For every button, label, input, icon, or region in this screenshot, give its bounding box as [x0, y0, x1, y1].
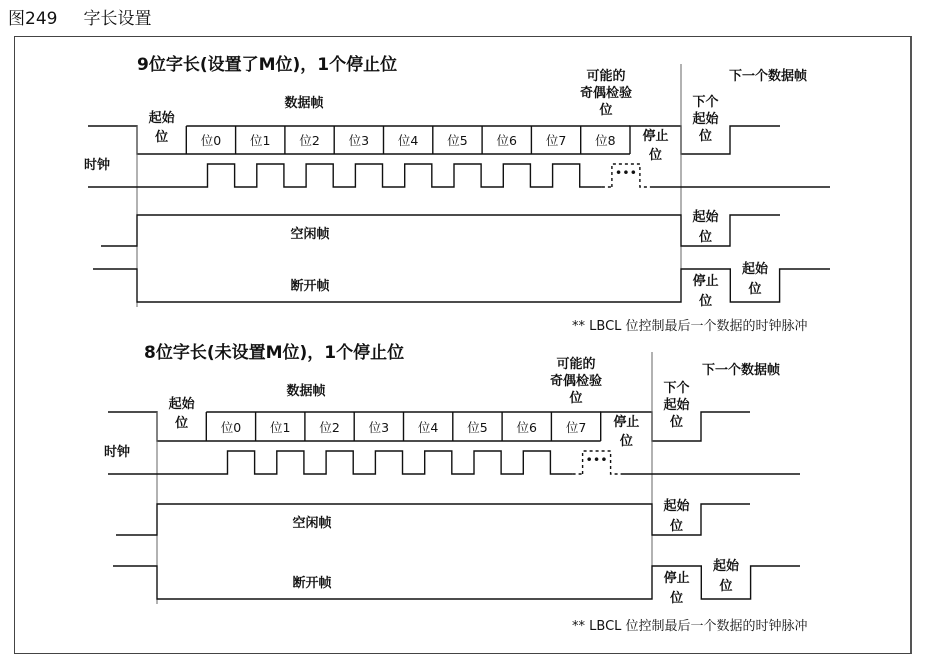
idle-frame-waveform	[116, 504, 750, 535]
break-frame-label: 断开帧	[290, 279, 330, 294]
next-start-label: 位	[698, 129, 713, 144]
data-frame-label: 数据帧	[284, 96, 324, 111]
parity-note: 可能的	[586, 69, 626, 84]
data-bit-label: 位3	[348, 133, 370, 148]
data-bit-label: 位0	[200, 133, 222, 148]
idle-start-label: 位	[698, 230, 713, 245]
data-bit-label: 位1	[250, 133, 271, 148]
next-start-label: 位	[669, 415, 684, 430]
next-start-label: 下个	[692, 95, 719, 110]
figure-number: 图249	[8, 9, 58, 29]
clock-waveform	[88, 164, 602, 187]
data-bit-label: 位4	[417, 420, 439, 435]
stop-bit-label: 停止	[613, 415, 640, 430]
idle-frame-label: 空闲帧	[292, 516, 332, 531]
data-bit-label: 位2	[319, 420, 340, 435]
data-bit-label: 位5	[447, 133, 468, 148]
lbcl-dots: •••	[614, 165, 637, 180]
next-start-label: 下个	[663, 381, 690, 396]
data-bit-label: 位3	[368, 420, 390, 435]
lbcl-dots: •••	[585, 452, 608, 467]
idle-start-label: 位	[669, 519, 684, 534]
data-bit-label: 位1	[270, 420, 291, 435]
idle-frame-waveform	[101, 215, 780, 246]
stop-bit-label: 位	[619, 434, 633, 449]
data-bit-label: 位2	[299, 133, 320, 148]
stop-bit-label: 停止	[642, 129, 669, 144]
diagram-8bit	[104, 342, 808, 634]
break-stop-label: 停止	[663, 571, 690, 586]
data-bit-label: 位5	[467, 420, 488, 435]
stop-bit-label: 位	[648, 148, 663, 163]
parity-bit-label: 位8	[595, 133, 616, 148]
data-bit-label: 位0	[220, 420, 242, 435]
lbcl-footnote: ** LBCL 位控制最后一个数据的时钟脉冲	[572, 319, 808, 334]
diagram-9bit	[84, 54, 830, 334]
break-start-label: 位	[719, 579, 733, 594]
data-bit-label: 位6	[496, 133, 517, 148]
break-start-label: 位	[748, 282, 762, 297]
diagram-title: 8位字长(未设置M位)，1个停止位	[144, 343, 405, 363]
break-frame-label: 断开帧	[292, 576, 332, 591]
data-bit-label: 位7	[545, 133, 567, 148]
lbcl-footnote: ** LBCL 位控制最后一个数据的时钟脉冲	[572, 619, 808, 634]
data-frame-label: 数据帧	[286, 384, 326, 399]
clock-label: 时钟	[104, 445, 131, 460]
break-stop-label: 位	[699, 294, 713, 309]
data-bit-label: 位6	[516, 420, 537, 435]
data-bit-label: 位4	[397, 133, 419, 148]
break-start-label: 起始	[741, 262, 768, 277]
data-bit-label: 位7	[565, 420, 587, 435]
next-start-label: 起始	[692, 112, 719, 127]
next-frame-label: 下一个数据帧	[701, 363, 781, 378]
start-bit-label: 起始	[148, 111, 175, 126]
parity-note: 可能的	[556, 357, 596, 372]
break-stop-label: 停止	[692, 274, 719, 289]
clock-label: 时钟	[84, 158, 111, 173]
diagram-title: 9位字长(设置了M位)，1个停止位	[137, 55, 398, 75]
break-frame-waveform	[113, 566, 800, 599]
break-start-label: 起始	[712, 559, 739, 574]
clock-waveform	[108, 451, 573, 474]
idle-start-label: 起始	[692, 210, 719, 225]
break-frame-waveform	[93, 269, 830, 302]
next-start-label: 起始	[663, 398, 690, 413]
parity-note: 奇偶检验	[579, 86, 633, 101]
start-bit-label: 起始	[168, 397, 195, 412]
figure-title: 字长设置	[83, 9, 152, 29]
parity-note: 位	[599, 103, 613, 118]
next-frame-label: 下一个数据帧	[728, 69, 808, 84]
parity-note: 奇偶检验	[549, 374, 603, 389]
break-stop-label: 位	[670, 591, 684, 606]
parity-note: 位	[569, 391, 583, 406]
start-bit-label: 位	[175, 416, 189, 431]
idle-frame-label: 空闲帧	[290, 227, 330, 242]
idle-start-label: 起始	[663, 499, 690, 514]
start-bit-label: 位	[155, 130, 169, 145]
